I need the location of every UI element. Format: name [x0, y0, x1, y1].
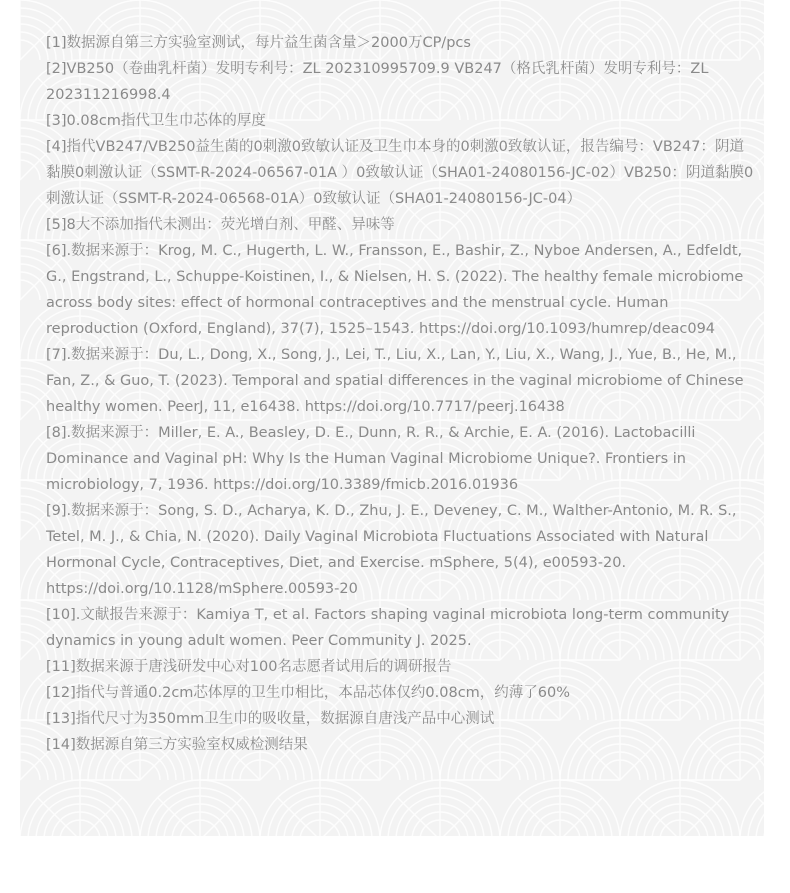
footnotes-panel: [20, 0, 764, 836]
footnote-11: [11]数据来源于唐浅研发中心对100名志愿者试用后的调研报告: [46, 659, 452, 675]
footnote-8: [8].数据来源于：Miller, E. A., Beasley, D. E., Dunn, R. R., & Archie, E. A. (2016). Lactobacilli Dominance and Vaginal pH: Why Is the Human Vaginal Microbiome Unique?. Frontiers in microbiology, 7, 1936. https://doi.org/10.3389/fmicb.2016.01936: [46, 425, 696, 493]
footnote-1: [1]数据源自第三方实验室测试，每片益生菌含量＞2000万CP/pcs: [46, 35, 471, 51]
footnote-2: [2]VB250（卷曲乳杆菌）发明专利号：ZL 202310995709.9 VB247（格氏乳杆菌）发明专利号：ZL 202311216998.4: [46, 61, 709, 103]
footnote-7: [7].数据来源于：Du, L., Dong, X., Song, J., Lei, T., Liu, X., Lan, Y., Liu, X., Wang, J., Yue, B., He, M., Fan, Z., & Guo, T. (2023). Temporal and spatial differences in the vaginal microbiome of Chinese healthy women. PeerJ, 11, e16438. https://doi.org/10.7717/peerj.16438: [46, 347, 744, 415]
footnote-9: [9].数据来源于：Song, S. D., Acharya, K. D., Zhu, J. E., Deveney, C. M., Walther-Antonio, M. R. S., Tetel, M. J., & Chia, N. (2020). Daily Vaginal Microbiota Fluctuations Associated with Natural Hormonal Cycle, Contraceptives, Diet, and Exercise. mSphere, 5(4), e00593-20. https://doi.org/10.1128/mSphere.00593-20: [46, 503, 737, 597]
footnote-14: [14]数据源自第三方实验室权威检测结果: [46, 737, 308, 753]
footnote-list: [46, 30, 758, 758]
footnote-4: [4]指代VB247/VB250益生菌的0刺激0致敏认证及卫生巾本身的0刺激0致敏认证，报告编号：VB247：阴道黏膜0刺激认证（SSMT-R-2024-06567-01A ）0致敏认证（SHA01-24080156-JC-02）VB250：阴道黏膜0刺激认证（SSMT-R-2024-06568-01A）0致敏认证（SHA01-24080156-JC-04）: [46, 139, 754, 207]
footnote-13: [13]指代尺寸为350mm卫生巾的吸收量，数据源自唐浅产品中心测试: [46, 711, 495, 727]
footnote-12: [12]指代与普通0.2cm芯体厚的卫生巾相比，本品芯体仅约0.08cm，约薄了60%: [46, 685, 571, 701]
footnote-3: [3]0.08cm指代卫生巾芯体的厚度: [46, 113, 266, 129]
footnote-5: [5]8大不添加指代未测出：荧光增白剂、甲醛、异味等: [46, 217, 395, 233]
footnote-10: [10].文献报告来源于：Kamiya T, et al. Factors shaping vaginal microbiota long-term community dynamics in young adult women. Peer Community J. 2025.: [46, 607, 730, 649]
footnote-6: [6].数据来源于：Krog, M. C., Hugerth, L. W., Fransson, E., Bashir, Z., Nyboe Andersen, A., Edfeldt, G., Engstrand, L., Schuppe-Koistinen, I., & Nielsen, H. S. (2022). The healthy female microbiome across body sites: effect of hormonal contraceptives and the menstrual cycle. Human reproduction (Oxford, England), 37(7), 1525–1543. https://doi.org/10.1093/humrep/deac094: [46, 243, 744, 337]
